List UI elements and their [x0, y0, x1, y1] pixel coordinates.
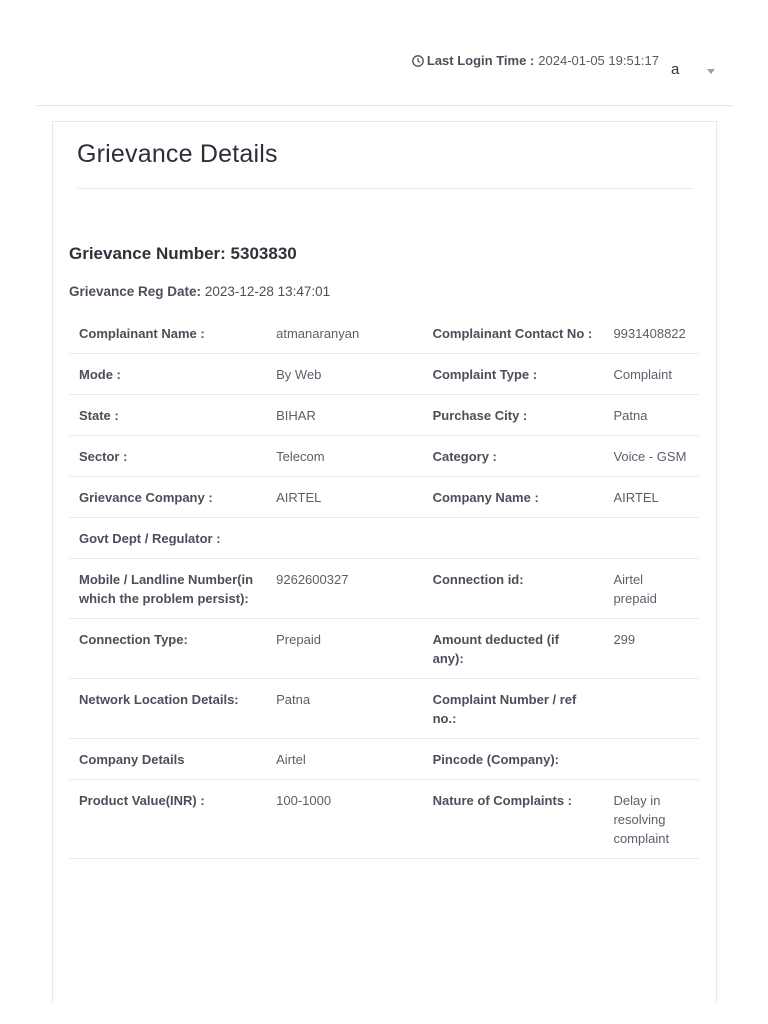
- field-label: Complaint Number / ref no.:: [423, 679, 604, 739]
- grievance-number: Grievance Number: 5303830: [69, 244, 297, 263]
- table-row: [69, 477, 699, 518]
- field-value: 9262600327: [266, 559, 422, 619]
- field-label: Mode :: [69, 354, 266, 395]
- field-label: Company Details: [69, 739, 266, 780]
- field-value: [266, 518, 422, 559]
- field-label: Purchase City :: [423, 395, 604, 436]
- field-label: Nature of Complaints :: [423, 780, 604, 859]
- field-value: Patna: [266, 679, 422, 739]
- field-label: Complainant Contact No :: [423, 313, 604, 354]
- field-label: Pincode (Company):: [423, 739, 604, 780]
- details-table: [69, 313, 699, 859]
- table-row: [69, 780, 699, 859]
- field-value: Delay in resolving complaint: [603, 780, 699, 859]
- field-label: Mobile / Landline Number(in which the problem persist):: [69, 559, 266, 619]
- field-label: Grievance Company :: [69, 477, 266, 518]
- last-login-time: 2024-01-05 19:51:17: [538, 53, 659, 68]
- field-value: Prepaid: [266, 619, 422, 679]
- field-value: By Web: [266, 354, 422, 395]
- table-row: [69, 739, 699, 780]
- table-row: [69, 313, 699, 354]
- field-label: Company Name :: [423, 477, 604, 518]
- field-label: Network Location Details:: [69, 679, 266, 739]
- field-label: State :: [69, 395, 266, 436]
- user-menu[interactable]: a: [671, 61, 680, 78]
- field-label: Amount deducted (if any):: [423, 619, 604, 679]
- field-label: Sector :: [69, 436, 266, 477]
- field-label: Connection id:: [423, 559, 604, 619]
- field-value: Telecom: [266, 436, 422, 477]
- field-value: AIRTEL: [266, 477, 422, 518]
- clock-icon: [412, 55, 424, 67]
- grievance-reg-date: [69, 284, 330, 299]
- table-row: [69, 559, 699, 619]
- last-login-label: Last Login Time :: [426, 53, 535, 68]
- field-value: AIRTEL: [603, 477, 699, 518]
- field-label: Govt Dept / Regulator :: [69, 518, 266, 559]
- table-row: [69, 436, 699, 477]
- table-row: [69, 518, 699, 559]
- field-label: Product Value(INR) :: [69, 780, 266, 859]
- field-value: atmanaranyan: [266, 313, 422, 354]
- field-value: Airtel prepaid: [603, 559, 699, 619]
- reg-date-label: Grievance Reg Date:: [69, 284, 202, 299]
- field-value: [603, 679, 699, 739]
- field-value: Patna: [603, 395, 699, 436]
- field-label: [423, 518, 604, 559]
- field-value: [603, 518, 699, 559]
- table-row: [69, 354, 699, 395]
- field-label: Category :: [423, 436, 604, 477]
- field-label: Complainant Name :: [69, 313, 266, 354]
- field-value: 100-1000: [266, 780, 422, 859]
- field-value: Airtel: [266, 739, 422, 780]
- field-value: 9931408822: [603, 313, 699, 354]
- field-value: Complaint: [603, 354, 699, 395]
- top-header: [36, 30, 733, 106]
- grievance-card: [52, 121, 717, 1002]
- field-value: [603, 739, 699, 780]
- reg-date-value: 2023-12-28 13:47:01: [204, 284, 331, 299]
- field-value: Voice - GSM: [603, 436, 699, 477]
- field-label: Connection Type:: [69, 619, 266, 679]
- table-row: [69, 619, 699, 679]
- chevron-down-icon[interactable]: [707, 69, 715, 74]
- field-value: 299: [603, 619, 699, 679]
- field-label: Complaint Type :: [423, 354, 604, 395]
- table-row: [69, 395, 699, 436]
- divider: [77, 188, 693, 189]
- table-row: [69, 679, 699, 739]
- field-value: BIHAR: [266, 395, 422, 436]
- page-title: Grievance Details: [77, 140, 278, 168]
- last-login: [412, 53, 659, 68]
